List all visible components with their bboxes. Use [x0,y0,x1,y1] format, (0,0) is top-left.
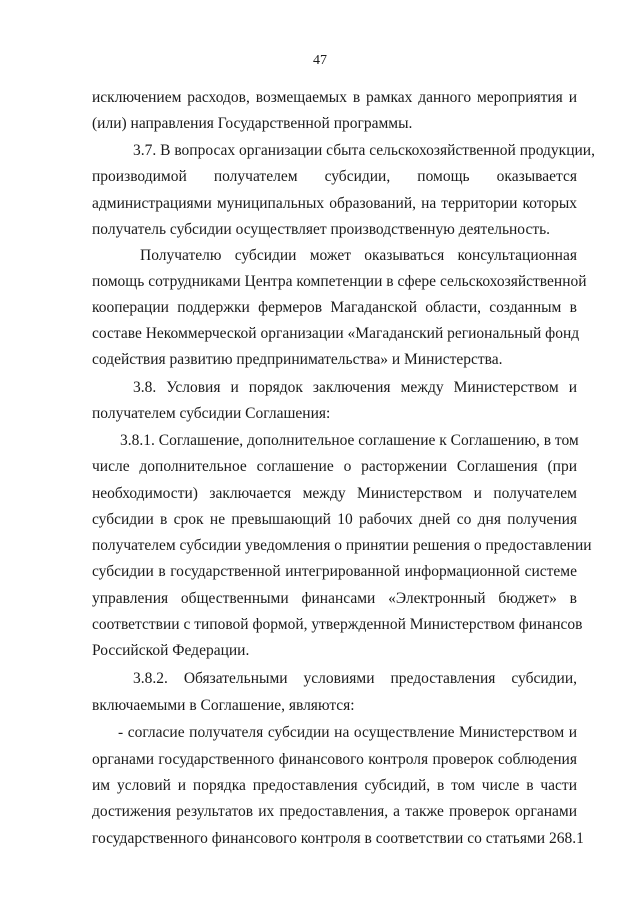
text-line: органами государственного финансового контроля проверок соблюдения [92,751,577,768]
text-line: управления общественными финансами «Электронный бюджет» в [92,590,577,607]
text-line: достижения результатов их предоставления, а также проверок органами [92,803,577,820]
text-line: соответствии с типовой формой, утвержденной Министерством финансов [92,616,583,633]
text-line: числе дополнительное соглашение о расторжении Соглашения (при [92,458,577,475]
text-line: 3.7. В вопросах организации сбыта сельскохозяйственной продукции, [133,142,595,159]
text-line: 3.8.1. Соглашение, дополнительное соглашение к Соглашению, в том [120,432,579,449]
text-line: Российской Федерации. [92,642,250,659]
text-line: - согласие получателя субсидии на осуществление Министерством и [118,724,577,741]
text-line: содействия развитию предпринимательства» и Министерства. [92,351,503,368]
text-line: субсидии в государственной интегрированной информационной системе [92,563,577,580]
text-line: производимой получателем субсидии, помощь оказывается [92,168,577,185]
text-line: 3.8.2. Обязательными условиями предоставления субсидии, [133,670,577,687]
text-line: Получателю субсидии может оказываться консультационная [140,247,577,264]
text-line: исключением расходов, возмещаемых в рамках данного мероприятия и [92,89,577,106]
text-line: им условий и порядка предоставления субсидий, в том числе в части [92,777,577,794]
text-line: необходимости) заключается между Министерством и получателем [92,485,577,502]
text-line: помощь сотрудниками Центра компетенции в сфере сельскохозяйственной [92,273,587,290]
text-line: государственного финансового контроля в соответствии со статьями 268.1 [92,830,584,847]
text-line: субсидии в срок не превышающий 10 рабочих дней со дня получения [92,511,577,528]
page-number: 47 [313,53,327,68]
text-line: администрациями муниципальных образований, на территории которых [92,195,577,212]
text-line: кооперации поддержки фермеров Магаданской области, созданным в [92,299,577,316]
text-line: составе Некоммерческой организации «Магаданский региональный фонд [92,325,580,342]
text-line: включаемыми в Соглашение, являются: [92,697,355,714]
text-line: получатель субсидии осуществляет производственную деятельность. [92,221,551,238]
text-line: (или) направления Государственной программы. [92,115,413,132]
text-line: получателем субсидии Соглашения: [92,405,331,422]
text-line: получателем субсидии уведомления о принятии решения о предоставлении [92,537,592,554]
text-line: 3.8. Условия и порядок заключения между Министерством и [133,379,577,396]
